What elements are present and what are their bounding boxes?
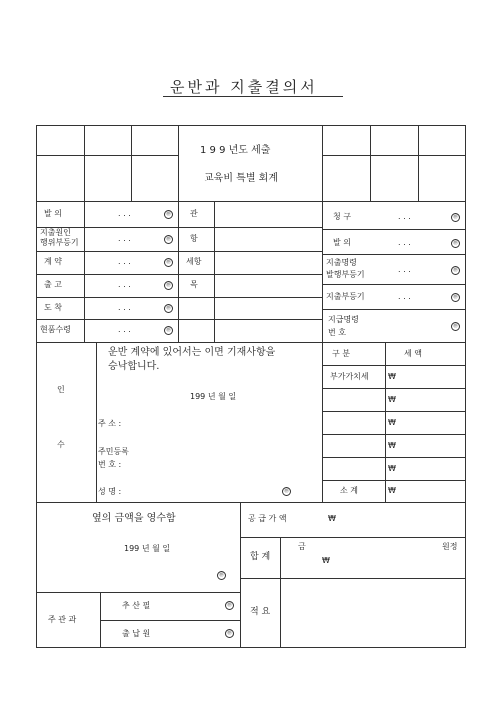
label-wonjeong: 원정	[442, 542, 458, 551]
label-cashier: 출 납 원	[122, 629, 151, 638]
won-sign: ₩	[388, 418, 396, 427]
header-seak: 세 액	[404, 349, 422, 358]
label-shipping: 출 고	[44, 280, 62, 289]
label-goods-receipt: 현품수령	[40, 325, 71, 334]
title-underline	[163, 96, 343, 97]
label-balui-right: 발 의	[333, 238, 351, 247]
won-sign: ₩	[328, 514, 336, 523]
label-gwan: 관	[190, 209, 198, 218]
won-sign: ₩	[388, 372, 396, 381]
seal-mark: ㊞	[283, 488, 289, 494]
label-estimate-check: 추 산 필	[122, 601, 151, 610]
side-label-insu: 인 수	[57, 385, 65, 449]
won-sign: ₩	[388, 395, 396, 404]
label-rrn: 주민등록	[98, 447, 129, 456]
won-sign: ₩	[322, 556, 330, 565]
seal-mark: ㊞	[452, 323, 458, 329]
seal-mark: ㊞	[452, 294, 458, 300]
seal-mark: ㊞	[218, 572, 224, 578]
label-expenditure-cause: 지출원인 행위부등기	[40, 228, 79, 247]
received-statement: 옆의 금액을 영수함	[92, 513, 176, 524]
seal-mark: ㊞	[226, 630, 232, 636]
label-arrival: 도 착	[44, 303, 62, 312]
label-hang: 항	[190, 234, 198, 243]
label-remarks: 적 요	[250, 607, 271, 617]
label-expenditure-register: 지출부등기	[326, 292, 365, 301]
label-geum: 금	[298, 542, 306, 551]
label-address: 주 소 :	[98, 419, 122, 428]
fiscal-year-line: 1 9 9 년도 세출	[200, 145, 271, 156]
won-sign: ₩	[388, 464, 396, 473]
form-border	[36, 125, 466, 648]
consent-line-2: 승낙합니다.	[108, 361, 160, 372]
seal-mark: ㊞	[165, 327, 171, 333]
label-rrn-number: 번 호 :	[98, 460, 122, 469]
label-payment-number: 지급명령 번 호	[328, 315, 359, 337]
label-supply-price: 공 급 가 액	[248, 514, 287, 523]
label-mok: 목	[190, 280, 198, 289]
account-name: 교육비 특별 회계	[204, 173, 278, 184]
label-department: 주 관 과	[48, 615, 77, 624]
won-sign: ₩	[388, 441, 396, 450]
receipt-date: 199 년 월 일	[190, 392, 237, 401]
seal-mark: ㊞	[165, 236, 171, 242]
label-order-register: 지출명령 발행부등기	[326, 258, 365, 279]
label-balui: 발 의	[44, 209, 62, 218]
seal-mark: ㊞	[226, 602, 232, 608]
label-sum: 합 계	[250, 552, 271, 562]
bottom-date: 199 년 월 일	[124, 544, 171, 553]
seal-mark: ㊞	[165, 259, 171, 265]
consent-line-1: 운반 계약에 있어서는 이면 기재사항을	[108, 347, 276, 358]
header-gubun: 구 분	[332, 349, 350, 358]
label-contract: 계 약	[44, 257, 62, 266]
seal-mark: ㊞	[165, 282, 171, 288]
seal-mark: ㊞	[165, 305, 171, 311]
won-sign: ₩	[388, 486, 396, 495]
seal-mark: ㊞	[452, 240, 458, 246]
label-name: 성 명 :	[98, 487, 122, 496]
seal-mark: ㊞	[165, 211, 171, 217]
page-title: 운반과 지출결의서	[170, 78, 318, 96]
seal-mark: ㊞	[452, 214, 458, 220]
label-subtotal: 소 계	[340, 486, 358, 495]
label-sehang: 세항	[186, 257, 202, 266]
label-vat: 부가가치세	[330, 372, 369, 381]
seal-mark: ㊞	[452, 267, 458, 273]
label-claim: 청 구	[333, 212, 351, 221]
